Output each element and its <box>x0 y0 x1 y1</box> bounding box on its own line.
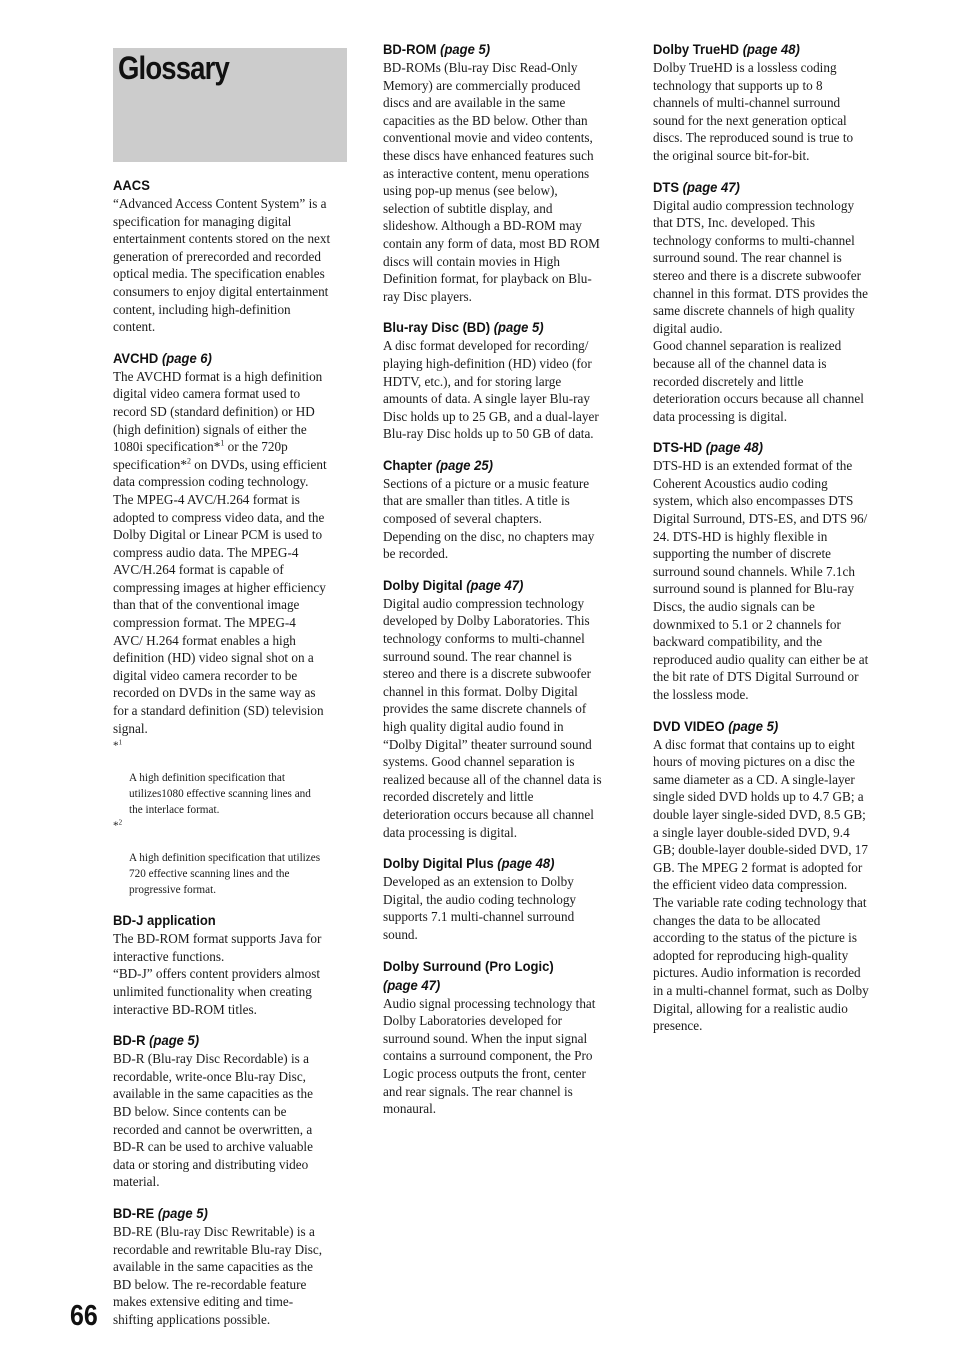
entry-term: Dolby Digital Plus (page 48) <box>383 855 555 872</box>
glossary-entry-bd-re <box>113 1204 349 1329</box>
entry-definition: The AVCHD format is a high definition digital video camera format used to record SD (standard definition) or HD (high definition) signals of either the 1080i specification*$^1$ or the 720p specification*$^2$ on DVDs, using efficient data compression coding technology. The MPEG-4 AVC/H.264 format is adopted to compress video data, and the Dolby Digital or Linear PCM is used to compress audio data. The MPEG-4 AVC/H.264 format is capable of compressing images at higher efficiency than that of the conventional image compression format. The MPEG-4 AVC/ H.264 format enables a high definition (HD) video signal shot on a digital video camera recorder to be recorded on DVDs in the same way as for a standard definition (SD) television signal. <box>113 368 327 736</box>
glossary-column-3 <box>653 40 889 1048</box>
footnotes <box>113 738 349 898</box>
page-reference: (page 5) <box>157 1204 208 1221</box>
entry-definition: Digital audio compression technology that DTS, Inc. developed. This technology conforms to multi-channel surround sound. The rear channel is stereo and there is a discrete subwoofer channel in this format. DTS provides the same discrete channels of high quality digital audio. Good channel separation is realized because all of the channel data is recorded discretely and little deterioration occurs because all channel data processing is digital. <box>653 197 868 424</box>
page-reference: (page 5) <box>149 1032 200 1049</box>
page-reference: (page 48) <box>705 439 763 456</box>
glossary-column-1 <box>113 176 349 1342</box>
glossary-column-2 <box>383 40 619 1131</box>
page-reference: (page 48) <box>497 855 555 872</box>
glossary-entry-blu-ray-disc <box>383 318 619 443</box>
entry-definition: Audio signal processing technology that Dolby Laboratories developed for surround sound. When the input signal contains a surround component, the Pro Logic process outputs the front, center and rear signals. The rear channel is monaural. <box>383 995 596 1117</box>
page-reference: (page 5) <box>440 41 491 57</box>
glossary-entry-avchd <box>113 349 349 898</box>
entry-term-continued <box>383 976 602 995</box>
page-number: 66 <box>70 1300 98 1332</box>
glossary-entry-dolby-surround <box>383 957 619 1118</box>
glossary-entry-dolby-truehd <box>653 40 889 165</box>
glossary-entry-bd-r <box>113 1031 349 1191</box>
page-reference: (page 6) <box>161 349 212 366</box>
page-title: Glossary <box>118 50 229 86</box>
page-reference: (page 47) <box>466 576 524 593</box>
entry-definition: A disc format that contains up to eight hours of moving pictures on a disc the same diameter as a CD. A single-layer single sided DVD holds up to 4.7 GB; a double layer single-sided DVD, 8.5 GB; a single layer double-sided DVD, 9.4 GB; double-layer double-sided DVD, 17 GB. The MPEG 2 format is adopted for the efficient video data compression. The variable rate coding technology that changes the data to be allocated according to the status of the picture is adopted for reproducing high-quality pictures. Audio information is recorded in a multi-channel format, such as Dolby Digital, allowing for a realistic audio presence. <box>653 736 869 1034</box>
footnote-ref: 2 <box>186 456 191 466</box>
entry-definition: BD-RE (Blu-ray Disc Rewritable) is a recordable and rewritable Blu-ray Disc, available in the same capacities as the BD below. The re-recordable feature makes extensive editing and time- shifting applications possible. <box>113 1223 323 1327</box>
entry-definition: BD-ROMs (Blu-ray Disc Read-Only Memory) are commercially produced discs and are available in the same capacities as the BD below. Other than conventional movie and video contents, these discs have enhanced features such as interactive content, menu operations using pop-up menus (see below), selection of subtitle display, and slideshow. Although a BD-ROM may contain any form of data, most BD ROM discs will contain movies in High Definition format, for playback on Blu- ray Disc players. <box>383 60 600 304</box>
glossary-entry-bd-j <box>113 911 349 1018</box>
entry-term: DTS-HD (page 48) <box>653 439 763 456</box>
entry-term: BD-RE (page 5) <box>113 1204 208 1221</box>
entry-term: Chapter (page 25) <box>383 456 493 473</box>
entry-term: Dolby Surround (Pro Logic) <box>383 957 554 974</box>
glossary-entry-dolby-digital-plus <box>383 854 619 943</box>
entry-term: AACS <box>113 177 150 193</box>
entry-term: Blu-ray Disc (BD) (page 5) <box>383 319 544 336</box>
glossary-title-box <box>113 48 347 162</box>
page-reference: (page 5) <box>728 717 779 734</box>
entry-definition: Dolby TrueHD is a lossless coding technology that supports up to 8 channels of multi-channel surround sound for the next generation optical discs. The reproduced sound is true to the original source bit-for-bit. <box>653 60 854 163</box>
page-reference: (page 48) <box>742 41 800 57</box>
entry-definition: Developed as an extension to Dolby Digital, the audio coding technology supports 7.1 multi-channel surround sound. <box>383 874 577 942</box>
entry-term: BD-J application <box>113 912 216 929</box>
page-reference: (page 47) <box>682 178 740 195</box>
glossary-entry-aacs <box>113 176 349 336</box>
entry-term: AVCHD (page 6) <box>113 349 212 366</box>
glossary-entry-dolby-digital <box>383 576 619 841</box>
entry-definition: Digital audio compression technology developed by Dolby Laboratories. This technology conforms to multi-channel surround sound. The rear channel is stereo and there is a discrete subwoofer channel in this format. Dolby Digital provides the same discrete channels of high quality digital audio found in “Dolby Digital” theater surround sound systems. Good channel separation is realized because all of the channel data is recorded discretely and little deterioration occurs because all channel data processing is digital. <box>383 595 602 840</box>
glossary-entry-bd-rom <box>383 40 619 305</box>
page-reference: (page 5) <box>493 319 544 336</box>
glossary-entry-chapter <box>383 456 619 563</box>
footnote: *$^2$ A high definition specification that utilizes 720 effective scanning lines and the progressive format. <box>113 818 321 897</box>
entry-definition: “Advanced Access Content System” is a specification for managing digital entertainment contents stored on the next generation of prerecorded and recorded optical media. The specification enables consumers to enjoy digital entertainment content, including high-definition content. <box>113 196 331 335</box>
glossary-entry-dvd-video <box>653 717 889 1035</box>
entry-term: Dolby Digital (page 47) <box>383 576 524 593</box>
glossary-entry-dts-hd <box>653 438 889 703</box>
entry-definition: DTS-HD is an extended format of the Coherent Acoustics audio coding system, which also encompasses DTS Digital Surround, DTS-ES, and DTS 96/ 24. DTS-HD is highly flexible in supporting the number of discrete surround sound channels. While 7.1ch surround sound is planned for Blu-ray Discs, the audio signals can be downmixed to 5.1 or 2 channels for backward compatibility, and the reproduced audio quality can either be at the bit rate of DTS Digital Surround or the lossless mode. <box>653 458 869 702</box>
entry-definition: BD-R (Blu-ray Disc Recordable) is a recordable, write-once Blu-ray Disc, available in the same capacities as the BD below. Since contents can be recorded and cannot be overwritten, a BD-R can be used to archive valuable data or storing and distributing video material. <box>113 1051 313 1190</box>
footnote-ref: 1 <box>220 438 225 448</box>
page-reference: (page 25) <box>435 456 493 473</box>
entry-definition: The BD-ROM format supports Java for interactive functions. “BD-J” offers content providers almost unlimited functionality when creating interactive BD-ROM titles. <box>113 931 322 1017</box>
entry-term: Dolby TrueHD (page 48) <box>653 41 800 57</box>
entry-term: DTS (page 47) <box>653 178 740 195</box>
footnote: *$^1$ A high definition specification that utilizes1080 effective scanning lines and the interlace format. <box>113 738 311 817</box>
entry-definition: Sections of a picture or a music feature that are smaller than titles. A title is composed of several chapters. Depending on the disc, no chapters may be recorded. <box>383 475 595 562</box>
entry-term: DVD VIDEO (page 5) <box>653 717 779 734</box>
entry-term: BD-ROM (page 5) <box>383 41 491 57</box>
entry-term: BD-R (page 5) <box>113 1032 200 1049</box>
entry-definition: A disc format developed for recording/ playing high-definition (HD) video (for HDTV, etc.), and for storing large amounts of data. A single layer Blu-ray Disc holds up to 25 GB, and a dual-layer Blu-ray Disc holds up to 50 GB of data. <box>383 338 599 442</box>
glossary-entry-dts <box>653 178 889 426</box>
page-reference: (page 47) <box>383 976 441 993</box>
